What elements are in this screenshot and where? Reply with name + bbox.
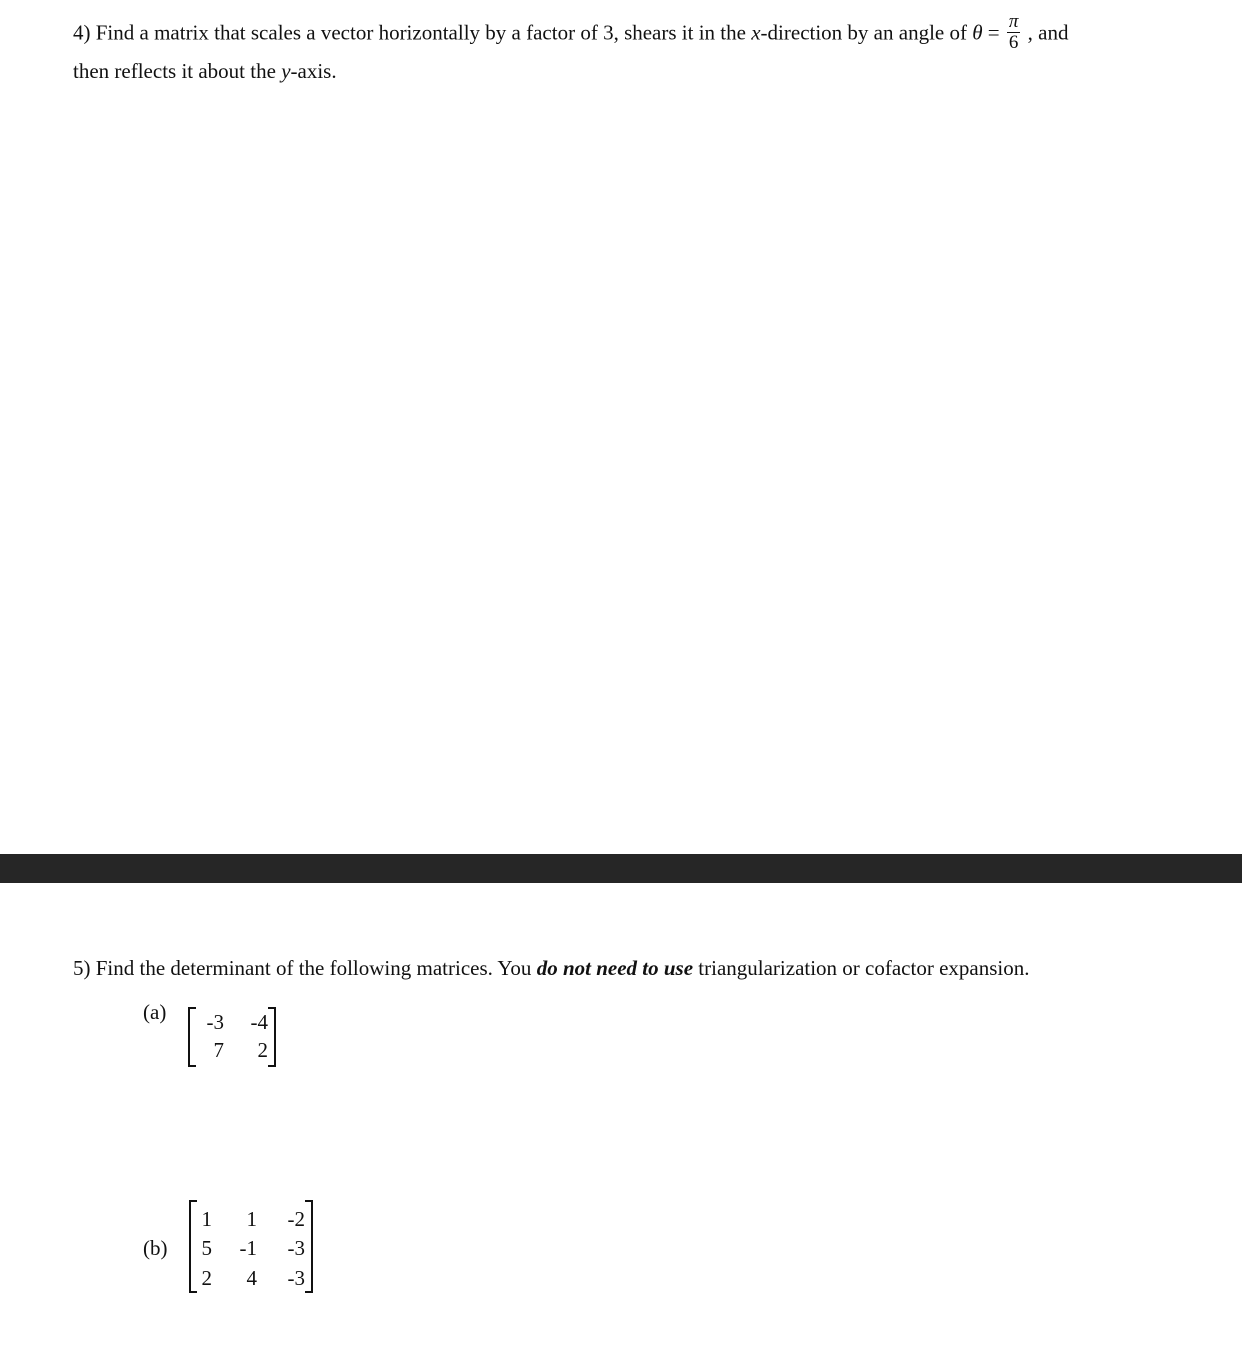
matrix-b-cell: -3	[287, 1266, 305, 1290]
q4-text-start: 4) Find a matrix that scales a vector horizontally by a factor of 3, shears it in the	[73, 20, 752, 45]
q4-equals: =	[982, 20, 1005, 45]
matrix-b-right-bracket	[305, 1200, 313, 1293]
matrix-b-cell: 1	[201, 1207, 212, 1231]
question-4-line-2	[73, 57, 337, 85]
page-divider-bar	[0, 854, 1242, 883]
q4-fraction-numerator: π	[1008, 11, 1019, 32]
q4-angle-fraction	[1007, 12, 1021, 53]
q4-fraction-denominator: 6	[1008, 32, 1019, 53]
matrix-a-cell: -3	[206, 1010, 224, 1034]
question-4-line-1	[73, 11, 1069, 55]
q4-line2-start: then reflects it about the	[73, 59, 282, 83]
matrix-b-cell: 2	[201, 1266, 212, 1290]
matrix-a-cell: 2	[257, 1038, 268, 1062]
matrix-b-cell: -2	[287, 1207, 305, 1231]
matrix-b-cell: 5	[201, 1236, 212, 1260]
matrix-b-cell: 1	[246, 1207, 257, 1231]
matrix-b-cell: 4	[246, 1266, 257, 1290]
matrix-b-cell: -3	[287, 1236, 305, 1260]
matrix-a-cell: -4	[250, 1010, 268, 1034]
part-a-label: (a)	[143, 1000, 167, 1024]
matrix-a-cell: 7	[213, 1038, 224, 1062]
matrix-a-right-bracket	[268, 1007, 276, 1067]
q5-emphasis: do not need to use	[536, 956, 694, 980]
q4-theta-symbol: θ	[972, 20, 983, 45]
question-5-prompt	[73, 954, 1029, 982]
matrix-b-cell: -1	[239, 1236, 257, 1260]
q5-prefix: 5) Find the determinant of the following matrices. You	[73, 956, 537, 980]
matrix-a	[188, 1007, 276, 1067]
q4-text-end: , and	[1022, 20, 1069, 45]
matrix-b	[189, 1200, 313, 1293]
part-b-label: (b)	[143, 1236, 168, 1260]
q4-y-variable: y	[281, 59, 291, 83]
q4-text-mid: -direction by an angle of	[760, 20, 973, 45]
q4-x-variable: x	[751, 20, 761, 45]
matrix-a-left-bracket	[188, 1007, 196, 1067]
q5-suffix: triangularization or cofactor expansion.	[693, 956, 1030, 980]
q4-line2-end: -axis.	[290, 59, 337, 83]
